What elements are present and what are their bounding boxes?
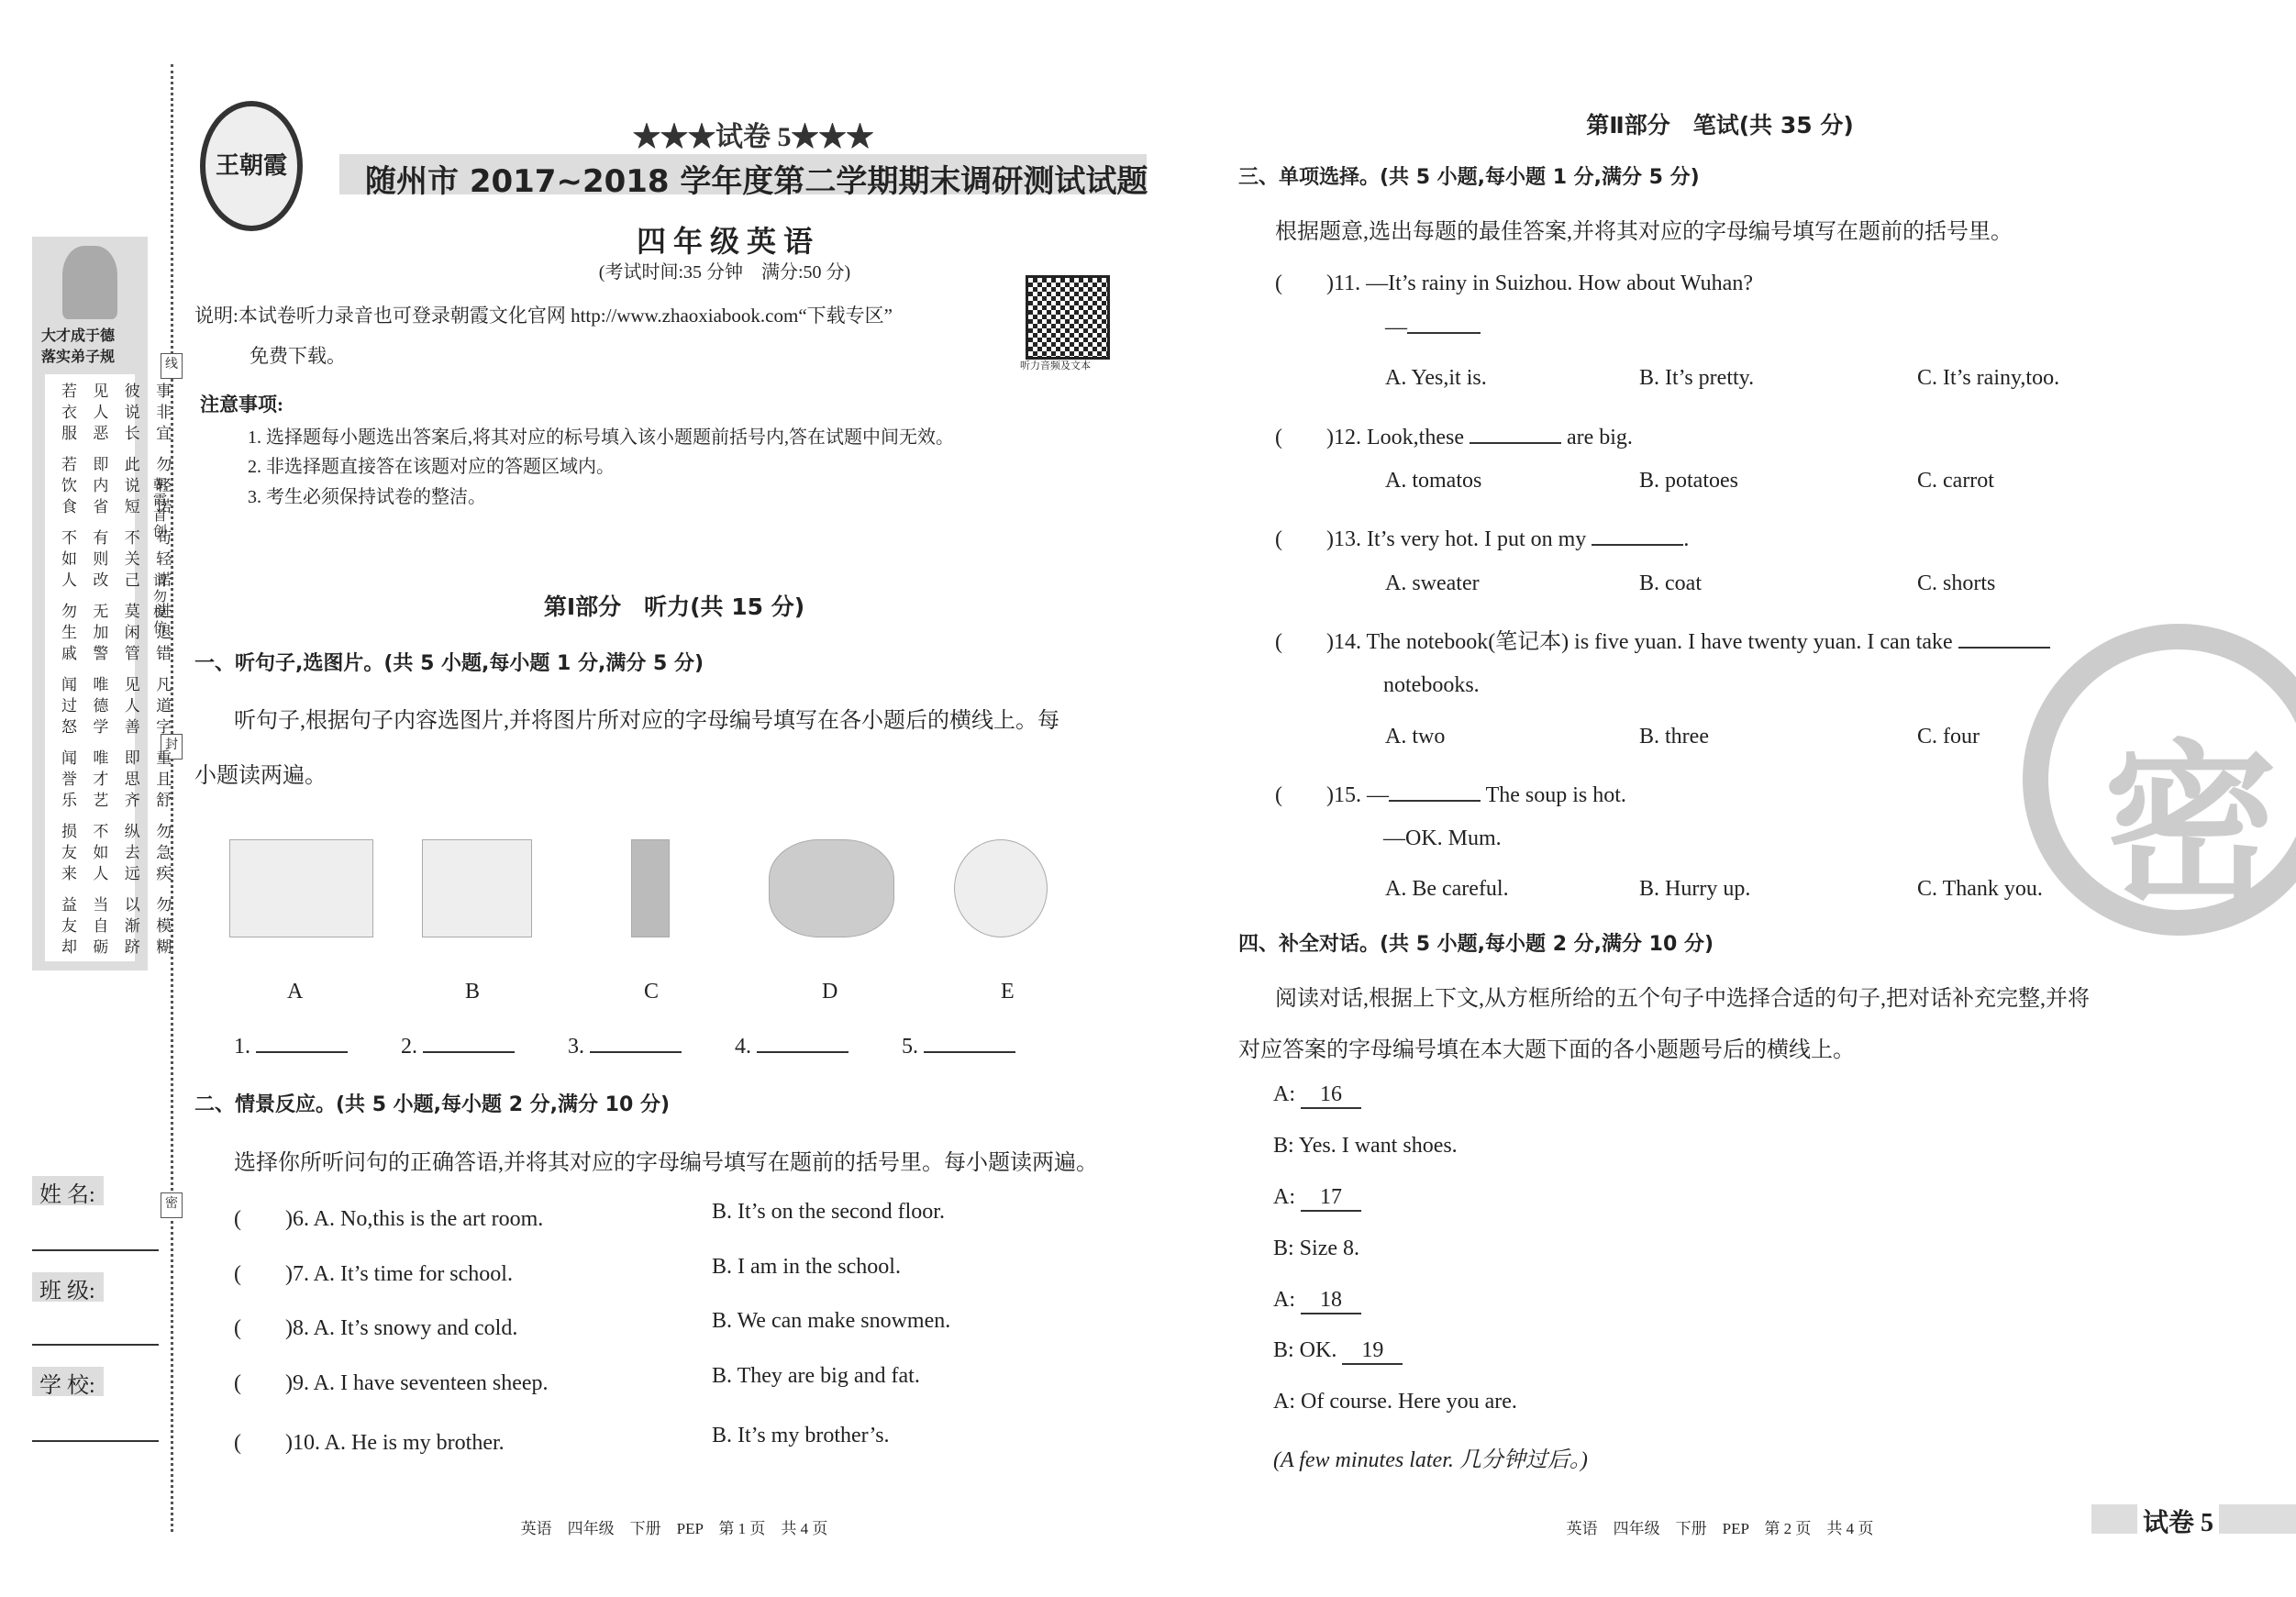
blank-number: 4. bbox=[735, 1035, 751, 1059]
option-a: )7. A. It’s time for school. bbox=[285, 1262, 513, 1286]
dialog-line[interactable] bbox=[1273, 1338, 1403, 1365]
option-b: B. It’s on the second floor. bbox=[712, 1200, 945, 1224]
option-a: )6. A. No,this is the art room. bbox=[285, 1207, 544, 1231]
blank-line[interactable] bbox=[1592, 544, 1683, 546]
poem-stanza: 若 即 此 勿 饮 内 说 轻 食 省 短 诺 bbox=[61, 456, 178, 516]
question-row[interactable]: ( )6. A. No,this is the art room. bbox=[234, 1207, 544, 1231]
dialog-line: B: Yes. I want shoes. bbox=[1273, 1134, 1458, 1158]
option-a: )9. A. I have seventeen sheep. bbox=[285, 1371, 549, 1395]
option: C. carrot bbox=[1917, 469, 1994, 493]
cut-mark: 密 bbox=[161, 1192, 183, 1218]
name-label: 姓 名: bbox=[32, 1176, 104, 1205]
school-label: 学 校: bbox=[32, 1367, 104, 1396]
question-text: The soup is hot. bbox=[1485, 783, 1626, 807]
blank-number: 5. bbox=[902, 1035, 918, 1059]
question-15[interactable]: ( )15. — The soup is hot. bbox=[1275, 783, 1626, 807]
option: B. potatoes bbox=[1639, 469, 1738, 493]
blank-line[interactable] bbox=[1958, 647, 2050, 649]
speaker: A: bbox=[1273, 1082, 1295, 1106]
dialog-line: (A few minutes later. 几分钟过后。) bbox=[1273, 1448, 1588, 1472]
question-row[interactable]: ( )10. A. He is my brother. bbox=[234, 1431, 505, 1455]
option: A. Yes,it is. bbox=[1385, 366, 1487, 390]
question-13[interactable]: ( )13. It’s very hot. I put on my . bbox=[1275, 527, 1690, 551]
poem-stanza: 不 有 不 苟 如 则 关 轻 人 改 己 诺 bbox=[61, 529, 178, 590]
question-text: are big. bbox=[1566, 426, 1633, 449]
name-field[interactable] bbox=[32, 1249, 159, 1251]
option: A. tomatos bbox=[1385, 469, 1482, 493]
question-text: )12. Look,these bbox=[1326, 426, 1464, 449]
question-text: )14. The notebook(笔记本) is five yuan. I have twenty yuan. I can take bbox=[1326, 630, 1953, 654]
instruction: 小题读两遍。 bbox=[194, 764, 327, 788]
question-12[interactable]: ( )12. Look,these are big. bbox=[1275, 426, 1633, 449]
dialog-line: A: Of course. Here you are. bbox=[1273, 1390, 1517, 1414]
part-title: 第Ⅱ部分 笔试(共 35 分) bbox=[1586, 112, 1854, 139]
poem-stanza: 若 见 彼 事 衣 人 说 非 服 恶 长 宜 bbox=[61, 383, 178, 443]
picture-label: C bbox=[644, 980, 660, 1004]
option: C. It’s rainy,too. bbox=[1917, 366, 2060, 390]
speaker: B: OK. bbox=[1273, 1338, 1337, 1362]
question-row[interactable]: ( )8. A. It’s snowy and cold. bbox=[234, 1316, 518, 1340]
blank-line[interactable] bbox=[256, 1051, 348, 1053]
picture-a-playground bbox=[229, 839, 373, 937]
notice-item: 1. 选择题每小题选出答案后,将其对应的标号填入该小题题前括号内,答在试题中间无效。 bbox=[248, 427, 954, 448]
note-text: 说明:本试卷听力录音也可登录朝霞文化官网 http://www.zhaoxiabook.com“下载专区” bbox=[194, 305, 893, 327]
dialog-line[interactable] bbox=[1273, 1288, 1361, 1314]
notice-item: 3. 考生必须保持试卷的整洁。 bbox=[248, 487, 486, 507]
question-row[interactable]: ( )9. A. I have seventeen sheep. bbox=[234, 1371, 549, 1395]
note-text: 免费下载。 bbox=[250, 345, 346, 367]
option-b: B. It’s my brother’s. bbox=[712, 1424, 890, 1447]
instruction: 对应答案的字母编号填在本大题下面的各小题题号后的横线上。 bbox=[1238, 1038, 1855, 1062]
paper-badge: ★★★试卷 5★★★ bbox=[633, 122, 874, 152]
exam-info: (考试时间:35 分钟 满分:50 分) bbox=[598, 262, 851, 283]
section-title: 二、情景反应。(共 5 小题,每小题 2 分,满分 10 分) bbox=[194, 1093, 671, 1116]
question-text: )15. — bbox=[1326, 783, 1389, 807]
option: B. coat bbox=[1639, 571, 1702, 595]
option: B. three bbox=[1639, 725, 1709, 749]
question-text: —OK. Mum. bbox=[1383, 826, 1502, 850]
answer-blank[interactable] bbox=[401, 1035, 515, 1059]
poem-stanza: 益 当 以 勿 友 自 渐 模 却 砺 跻 糊 bbox=[61, 896, 178, 957]
poem-stanza: 勿 无 莫 进 生 加 闲 退 戚 警 管 错 bbox=[61, 603, 178, 663]
option-a: )8. A. It’s snowy and cold. bbox=[285, 1316, 518, 1340]
speaker: A: bbox=[1273, 1288, 1295, 1312]
page-footer: 英语 四年级 下册 PEP 第 2 页 共 4 页 bbox=[1566, 1520, 1874, 1537]
question-14[interactable]: ( )14. The notebook(笔记本) is five yuan. I have twenty yuan. I can take bbox=[1275, 623, 2050, 655]
instruction: 阅读对话,根据上下文,从方框所给的五个句子中选择合适的句子,把对话补充完整,并将 bbox=[1275, 987, 2090, 1011]
poem-stanza: 闻 唯 见 凡 过 德 人 道 怒 学 善 字 bbox=[61, 676, 178, 737]
section-title: 四、补全对话。(共 5 小题,每小题 2 分,满分 10 分) bbox=[1238, 933, 1714, 956]
instruction: 听句子,根据句子内容选图片,并将图片所对应的字母编号填写在各小题后的横线上。每 bbox=[234, 709, 1059, 733]
dialog-line[interactable] bbox=[1273, 1082, 1361, 1109]
blank-line[interactable] bbox=[1389, 800, 1481, 802]
option: B. It’s pretty. bbox=[1639, 366, 1755, 390]
picture-c-pants bbox=[631, 839, 670, 937]
blank-19[interactable]: 19 bbox=[1342, 1338, 1403, 1365]
publisher-logo: 王朝霞 bbox=[200, 101, 303, 231]
notice-item: 2. 非选择题直接答在该题对应的答题区域内。 bbox=[248, 457, 615, 477]
qr-code[interactable] bbox=[1026, 275, 1110, 360]
poem-stanza: 损 不 纵 勿 友 如 去 急 来 人 远 疾 bbox=[61, 823, 178, 883]
blank-line[interactable] bbox=[757, 1051, 849, 1053]
picture-label: E bbox=[1001, 980, 1015, 1004]
blank-number: 3. bbox=[568, 1035, 584, 1059]
poem-stanza: 闻 唯 即 重 誉 才 思 且 乐 艺 齐 舒 bbox=[61, 749, 178, 810]
subject-title: 四 年 级 英 语 bbox=[636, 225, 813, 258]
answer-line[interactable] bbox=[1385, 316, 1481, 340]
speaker: A: bbox=[1273, 1185, 1295, 1209]
section-title: 三、单项选择。(共 5 小题,每小题 1 分,满分 5 分) bbox=[1238, 166, 1700, 189]
picture-e-hot-sun bbox=[954, 839, 1048, 937]
motto: 大才成于德 bbox=[41, 328, 116, 344]
option: A. two bbox=[1385, 725, 1446, 749]
dialog-line: B: Size 8. bbox=[1273, 1237, 1359, 1260]
instruction: 选择你所听问句的正确答语,并将其对应的字母编号填写在题前的括号里。每小题读两遍。 bbox=[234, 1151, 1098, 1175]
school-field[interactable] bbox=[32, 1440, 159, 1442]
seal-character: 密 bbox=[2103, 725, 2279, 927]
option: C. four bbox=[1917, 725, 1980, 749]
exam-title: 随州市 2017~2018 学年度第二学期期末调研测试试题 bbox=[365, 163, 1148, 200]
blank-number: 2. bbox=[401, 1035, 417, 1059]
vertical-note: 请勿模仿 bbox=[151, 573, 166, 636]
blank-line[interactable] bbox=[423, 1051, 515, 1053]
answer-blank[interactable] bbox=[568, 1035, 682, 1059]
picture-b-classroom bbox=[422, 839, 532, 937]
blank-17[interactable]: 17 bbox=[1301, 1185, 1361, 1212]
motto: 落实弟子规 bbox=[41, 349, 116, 365]
vertical-note: 朝霞首创 bbox=[151, 477, 166, 539]
answer-blank[interactable] bbox=[234, 1035, 348, 1059]
blank-16[interactable]: 16 bbox=[1301, 1082, 1361, 1109]
question-text: )13. It’s very hot. I put on my bbox=[1326, 527, 1587, 551]
option: A. sweater bbox=[1385, 571, 1480, 595]
section-title: 一、听句子,选图片。(共 5 小题,每小题 1 分,满分 5 分) bbox=[194, 652, 704, 675]
option: A. Be careful. bbox=[1385, 877, 1509, 901]
question-text: )11. —It’s rainy in Suizhou. How about Wuhan? bbox=[1326, 272, 1753, 295]
option: B. Hurry up. bbox=[1639, 877, 1751, 901]
secret-seal bbox=[2023, 624, 2296, 936]
question-row[interactable]: ( )7. A. It’s time for school. bbox=[234, 1262, 513, 1286]
picture-label: D bbox=[822, 980, 838, 1004]
answer-blank[interactable] bbox=[902, 1035, 1015, 1059]
blank-18[interactable]: 18 bbox=[1301, 1288, 1361, 1314]
paper-badge: 试卷 5 bbox=[2137, 1503, 2219, 1539]
class-field[interactable] bbox=[32, 1344, 159, 1346]
cut-mark: 封 bbox=[161, 734, 183, 760]
question-text: notebooks. bbox=[1383, 673, 1480, 697]
qr-caption: 听力音频及文本 bbox=[1020, 360, 1091, 372]
option-b: B. I am in the school. bbox=[712, 1255, 901, 1279]
part-title: 第Ⅰ部分 听力(共 15 分) bbox=[543, 593, 805, 620]
picture-d-carrots bbox=[769, 839, 894, 937]
instruction: 根据题意,选出每题的最佳答案,并将其对应的字母编号填写在题前的括号里。 bbox=[1275, 220, 2013, 244]
dialog-line[interactable] bbox=[1273, 1185, 1361, 1212]
notice-title: 注意事项: bbox=[200, 394, 283, 416]
option: C. Thank you. bbox=[1917, 877, 2043, 901]
question-11[interactable]: ( )11. —It’s rainy in Suizhou. How about Wuhan? bbox=[1275, 272, 1753, 295]
cut-mark: 线 bbox=[161, 353, 183, 379]
blank-line[interactable] bbox=[590, 1051, 682, 1053]
class-label: 班 级: bbox=[32, 1272, 104, 1302]
page-footer: 英语 四年级 下册 PEP 第 1 页 共 4 页 bbox=[520, 1520, 828, 1537]
option-a: )10. A. He is my brother. bbox=[285, 1431, 505, 1455]
blank-line[interactable] bbox=[924, 1051, 1015, 1053]
option-b: B. We can make snowmen. bbox=[712, 1309, 951, 1333]
blank-number: 1. bbox=[234, 1035, 250, 1059]
option: C. shorts bbox=[1917, 571, 1996, 595]
answer-blank[interactable] bbox=[735, 1035, 849, 1059]
blank-line[interactable] bbox=[1407, 332, 1481, 334]
dash: — bbox=[1385, 316, 1407, 339]
picture-label: B bbox=[465, 980, 481, 1004]
blank-line[interactable] bbox=[1470, 442, 1561, 444]
picture-label: A bbox=[287, 980, 304, 1004]
option-b: B. They are big and fat. bbox=[712, 1364, 920, 1388]
